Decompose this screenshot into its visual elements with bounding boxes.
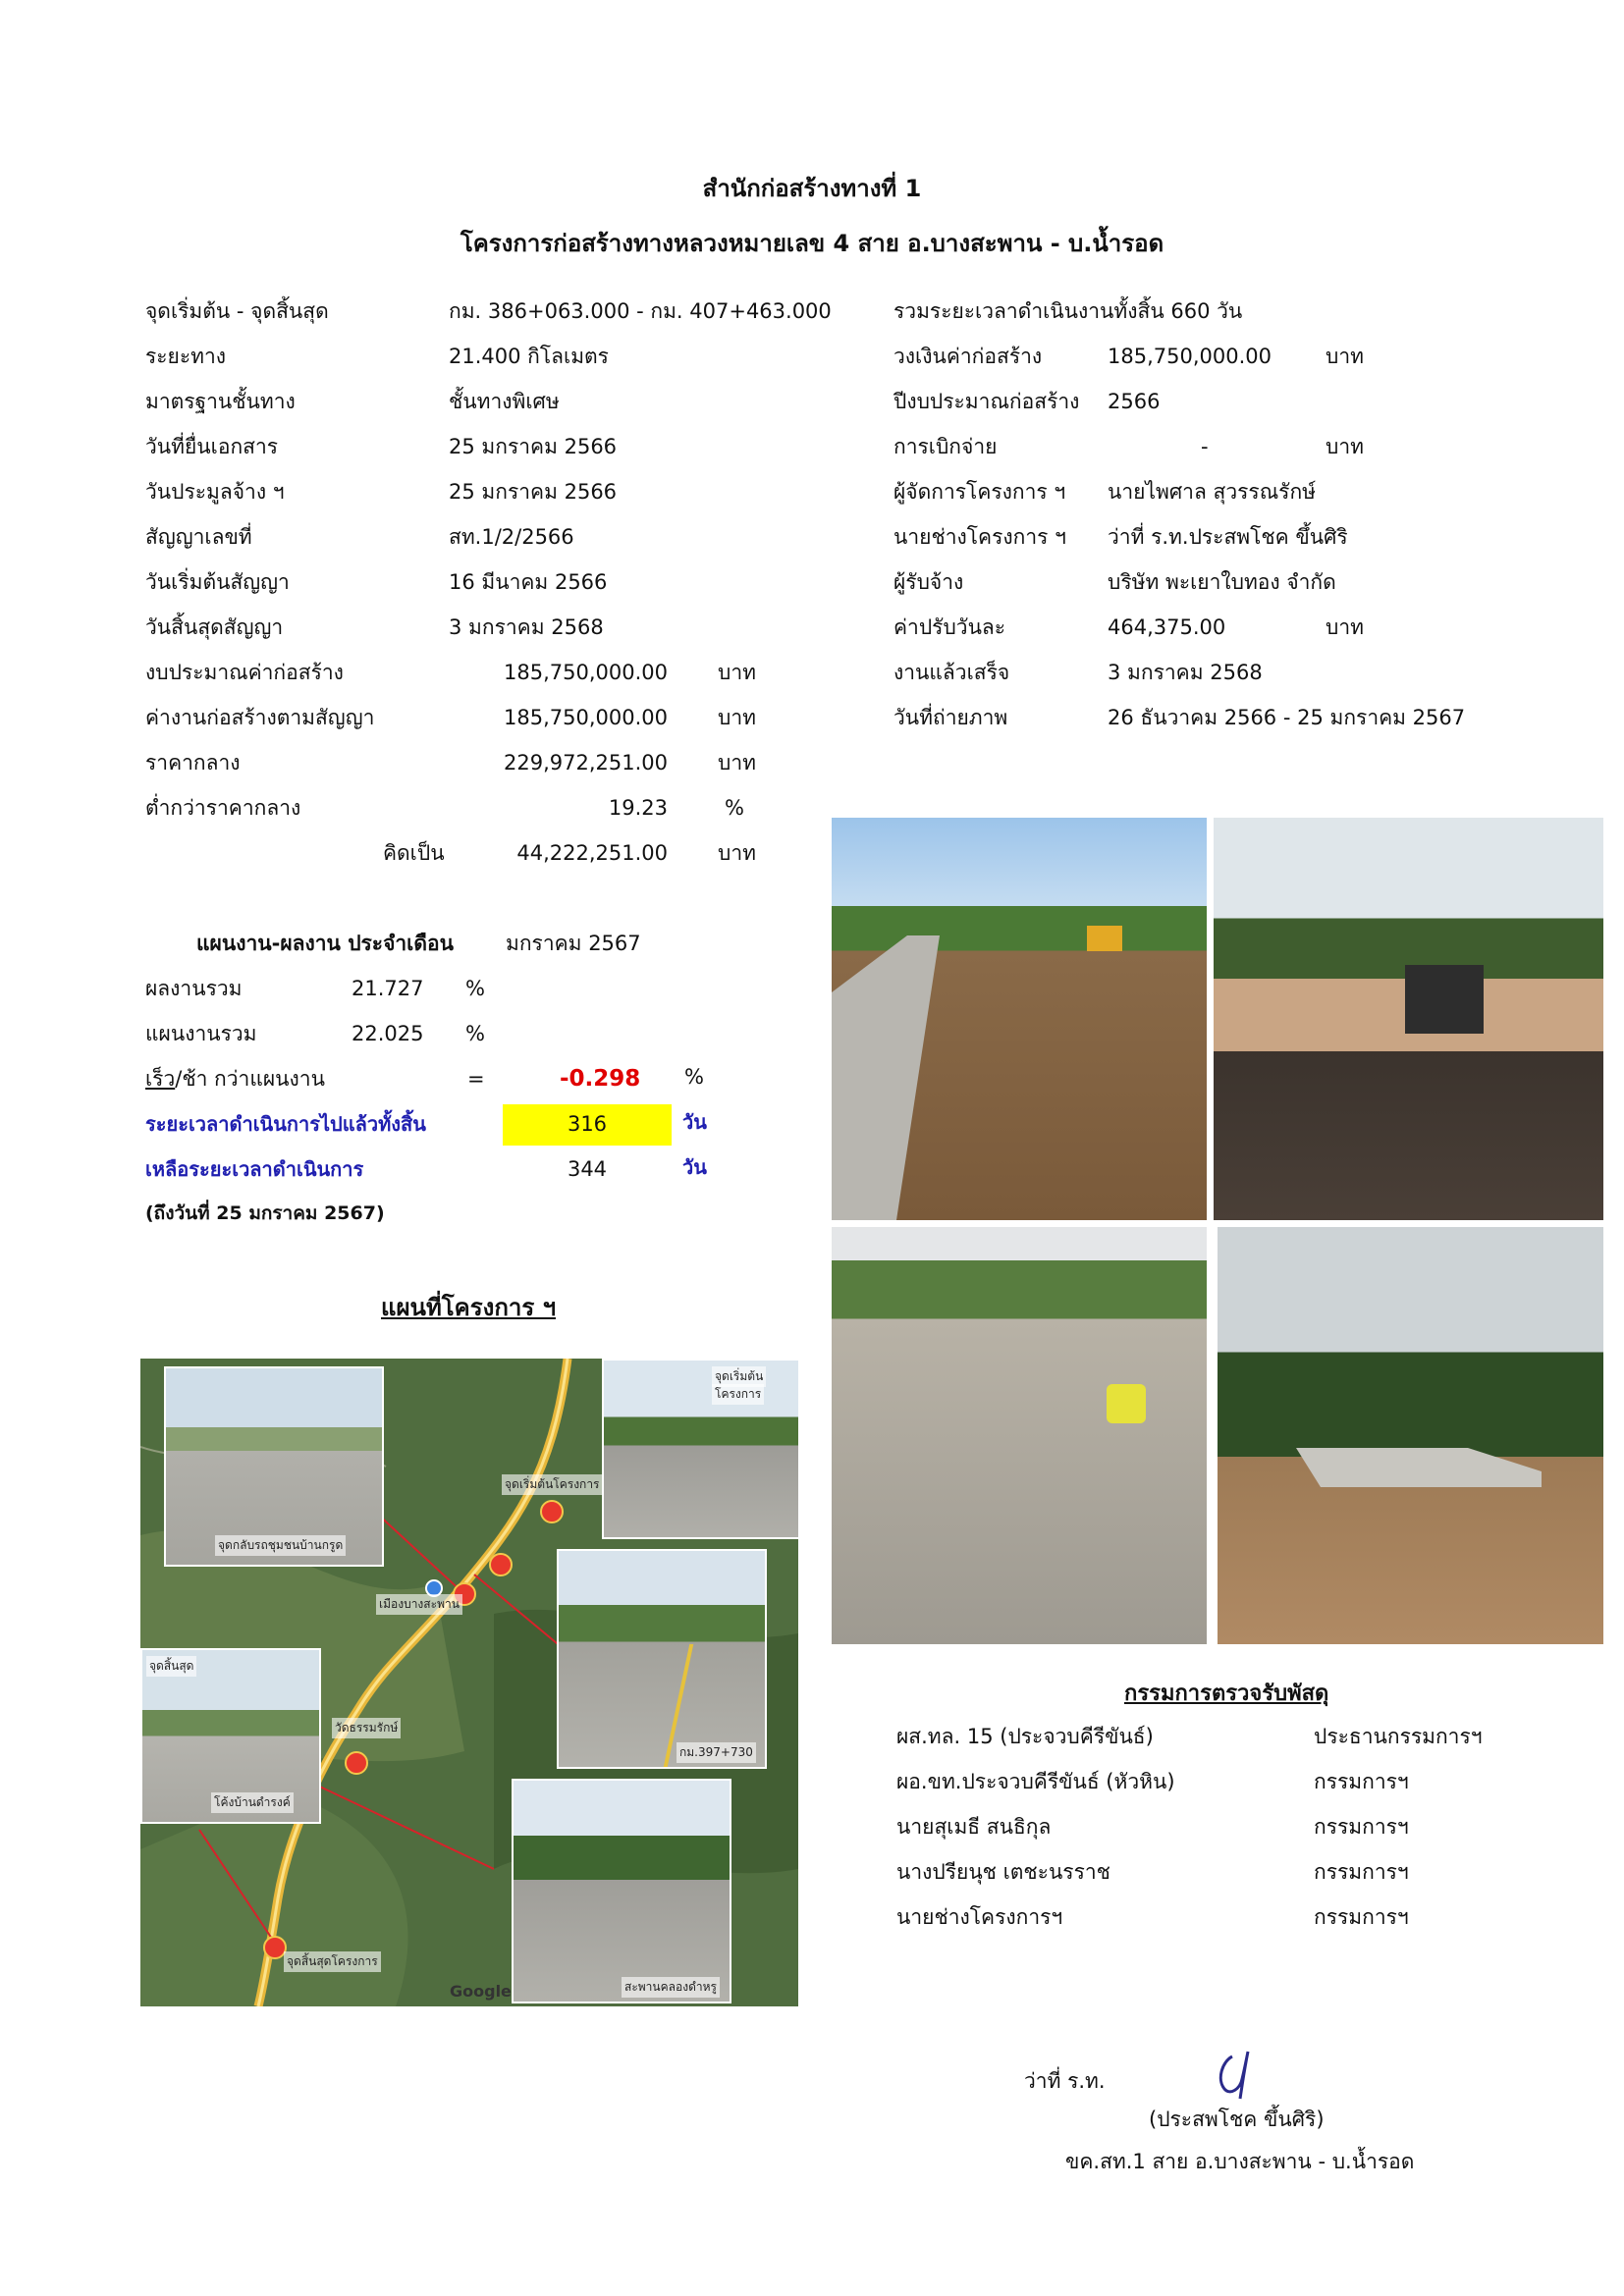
inset-caption: จุดสิ้นสุด [146,1656,196,1677]
money-unit: บาท [718,706,756,729]
info-value: กม. 386+063.000 - กม. 407+463.000 [449,299,832,323]
info-unit: บาท [1326,345,1364,368]
info-label: มาตรฐานชั้นทาง [145,390,296,413]
map-label-end: จุดสิ้นสุดโครงการ [284,1951,381,1972]
info-value: 25 มกราคม 2566 [449,480,618,504]
map-title: แผนที่โครงการ ฯ [381,1294,557,1321]
inset-photo-km397 [557,1549,767,1769]
committee-member: ผส.ทล. 15 (ประจวบคีรีขันธ์) [896,1725,1154,1748]
info-value: ชั้นทางพิเศษ [449,390,560,413]
money-unit: % [725,796,744,820]
diff-label-slow: /ช้า กว่าแผนงาน [175,1067,325,1091]
money-label: คิดเป็น [383,841,445,865]
inset-caption: โครงการ [712,1384,764,1405]
info-label: วงเงินค่าก่อสร้าง [893,345,1043,368]
info-label: ระยะทาง [145,345,227,368]
elapsed-unit: วัน [682,1110,707,1134]
equals-sign: = [467,1067,485,1091]
inset-caption: สะพานคลองดำหรู [622,1977,720,1998]
map-marker[interactable] [345,1751,368,1775]
info-value: 3 มกราคม 2568 [449,615,604,639]
inset-photo-uturn [164,1366,384,1567]
site-photo-earthwork [832,818,1207,1220]
diff-label [145,1067,325,1092]
map-label-temple: วัดธรรมรักษ์ [332,1718,401,1738]
diff-value: -0.298 [560,1066,641,1092]
money-value: 185,750,000.00 [504,661,668,684]
info-label: สัญญาเลขที่ [145,525,252,549]
remain-label: เหลือระยะเวลาดำเนินการ [145,1157,364,1181]
info-value: นายไพศาล สุวรรณรักษ์ [1108,480,1317,504]
info-value: บริษัท พะเยาใบทอง จำกัด [1108,570,1336,594]
result-label: ผลงานรวม [145,977,243,1000]
money-unit: บาท [718,841,756,865]
info-value: 16 มีนาคม 2566 [449,570,608,594]
money-unit: บาท [718,661,756,684]
photo-bridge-deck [1296,1448,1542,1487]
map-marker[interactable] [489,1553,513,1576]
info-value: - [1201,435,1209,458]
percent-sign: % [465,1022,485,1045]
inset-photo-curve [140,1648,321,1824]
map-label-district: เมืองบางสะพาน [376,1594,462,1615]
money-value: 185,750,000.00 [504,706,668,729]
marker-start[interactable] [540,1500,564,1523]
money-label: ต่ำกว่าราคากลาง [145,796,301,820]
result-value: 21.727 [352,977,424,1000]
info-value: 3 มกราคม 2568 [1108,661,1263,684]
committee-role: กรรมการฯ [1314,1905,1409,1929]
elapsed-value: 316 [567,1112,608,1136]
info-value: 21.400 กิโลเมตร [449,345,609,368]
committee-member: นายสุเมธี สนธิกุล [896,1815,1052,1839]
diff-label-fast: เร็ว [145,1067,176,1091]
percent-sign: % [684,1065,704,1089]
inset-caption: กม.397+730 [677,1742,756,1763]
money-value: 229,972,251.00 [504,751,668,774]
committee-role: กรรมการฯ [1314,1770,1409,1793]
progress-month: มกราคม 2567 [506,932,641,955]
office-title: สำนักก่อสร้างทางที่ 1 [702,175,922,202]
info-label: จุดเริ่มต้น - จุดสิ้นสุด [145,299,329,323]
info-value: 185,750,000.00 [1108,345,1272,368]
money-label: ราคากลาง [145,751,241,774]
info-value: สท.1/2/2566 [449,525,574,549]
site-photo-asphalt [1214,818,1603,1220]
info-label: ผู้จัดการโครงการ ฯ [893,480,1066,504]
info-label: วันสิ้นสุดสัญญา [145,615,284,639]
money-value: 19.23 [608,796,668,820]
info-unit: บาท [1326,435,1364,458]
committee-role: ประธานกรรมการฯ [1314,1725,1483,1748]
money-value: 44,222,251.00 [516,841,668,865]
signer-name: (ประสพโชค ขึ้นศิริ) [1149,2108,1325,2131]
info-label: งานแล้วเสร็จ [893,661,1010,684]
site-photo-bridge [1218,1227,1603,1644]
info-label: วันที่ถ่ายภาพ [893,706,1008,729]
info-value: 25 มกราคม 2566 [449,435,618,458]
google-logo: Google [450,1982,512,2001]
remain-unit: วัน [682,1155,707,1179]
money-unit: บาท [718,751,756,774]
photo-road-surface [832,935,940,1220]
inset-caption: โค้งบ้านดำรงค์ [211,1792,294,1813]
info-label: วันประมูลจ้าง ฯ [145,480,285,504]
as-of-date: (ถึงวันที่ 25 มกราคม 2567) [145,1202,385,1224]
progress-title: แผนงาน-ผลงาน ประจำเดือน [196,932,454,955]
project-map [140,1359,798,2006]
duration-text: รวมระยะเวลาดำเนินงานทั้งสิ้น 660 วัน [893,299,1243,323]
info-label: วันที่ยื่นเอกสาร [145,435,279,458]
info-label: นายช่างโครงการ ฯ [893,525,1066,549]
committee-member: ผอ.ขท.ประจวบคีรีขันธ์ (หัวหิน) [896,1770,1175,1793]
site-photo-concrete-mesh [832,1227,1207,1644]
committee-member: นางปรียนุช เตชะนรราช [896,1860,1110,1884]
photo-truck [1405,965,1484,1034]
photo-excavator [1087,926,1122,951]
map-label-start: จุดเริ่มต้นโครงการ [502,1474,603,1495]
info-label: วันเริ่มต้นสัญญา [145,570,290,594]
info-label: การเบิกจ่าย [893,435,998,458]
committee-member: นายช่างโครงการฯ [896,1905,1063,1929]
remain-value: 344 [567,1157,608,1181]
photo-worker [1107,1384,1146,1423]
inset-photo-bridge [512,1779,731,2003]
signer-position: ขค.สท.1 สาย อ.บางสะพาน - บ.น้ำรอด [1065,2150,1415,2173]
info-label: ผู้รับจ้าง [893,570,964,594]
info-unit: บาท [1326,615,1364,639]
info-label: ค่าปรับวันละ [893,615,1006,639]
project-title: โครงการก่อสร้างทางหลวงหมายเลข 4 สาย อ.บางสะพาน - บ.น้ำรอด [460,230,1164,257]
info-value: 2566 [1108,390,1161,413]
committee-role: กรรมการฯ [1314,1815,1409,1839]
plan-label: แผนงานรวม [145,1022,257,1045]
plan-value: 22.025 [352,1022,424,1045]
info-value: ว่าที่ ร.ท.ประสพโชค ขึ้นศิริ [1108,525,1348,549]
inset-caption: จุดเริ่มต้น [712,1366,766,1387]
committee-title: กรรมการตรวจรับพัสดุ [1124,1682,1329,1706]
elapsed-label: ระยะเวลาดำเนินการไปแล้วทั้งสิ้น [145,1112,426,1136]
info-label: ปีงบประมาณก่อสร้าง [893,390,1080,413]
money-label: ค่างานก่อสร้างตามสัญญา [145,706,375,729]
money-label: งบประมาณค่าก่อสร้าง [145,661,344,684]
inset-photo-start [602,1359,798,1539]
inset-caption: จุดกลับรถชุมชนบ้านกรูด [215,1535,346,1556]
info-value: 26 ธันวาคม 2566 - 25 มกราคม 2567 [1108,706,1466,729]
signer-rank: ว่าที่ ร.ท. [1024,2069,1106,2093]
info-value: 464,375.00 [1108,615,1226,639]
percent-sign: % [465,977,485,1000]
signature-scribble [1203,2042,1281,2110]
committee-role: กรรมการฯ [1314,1860,1409,1884]
